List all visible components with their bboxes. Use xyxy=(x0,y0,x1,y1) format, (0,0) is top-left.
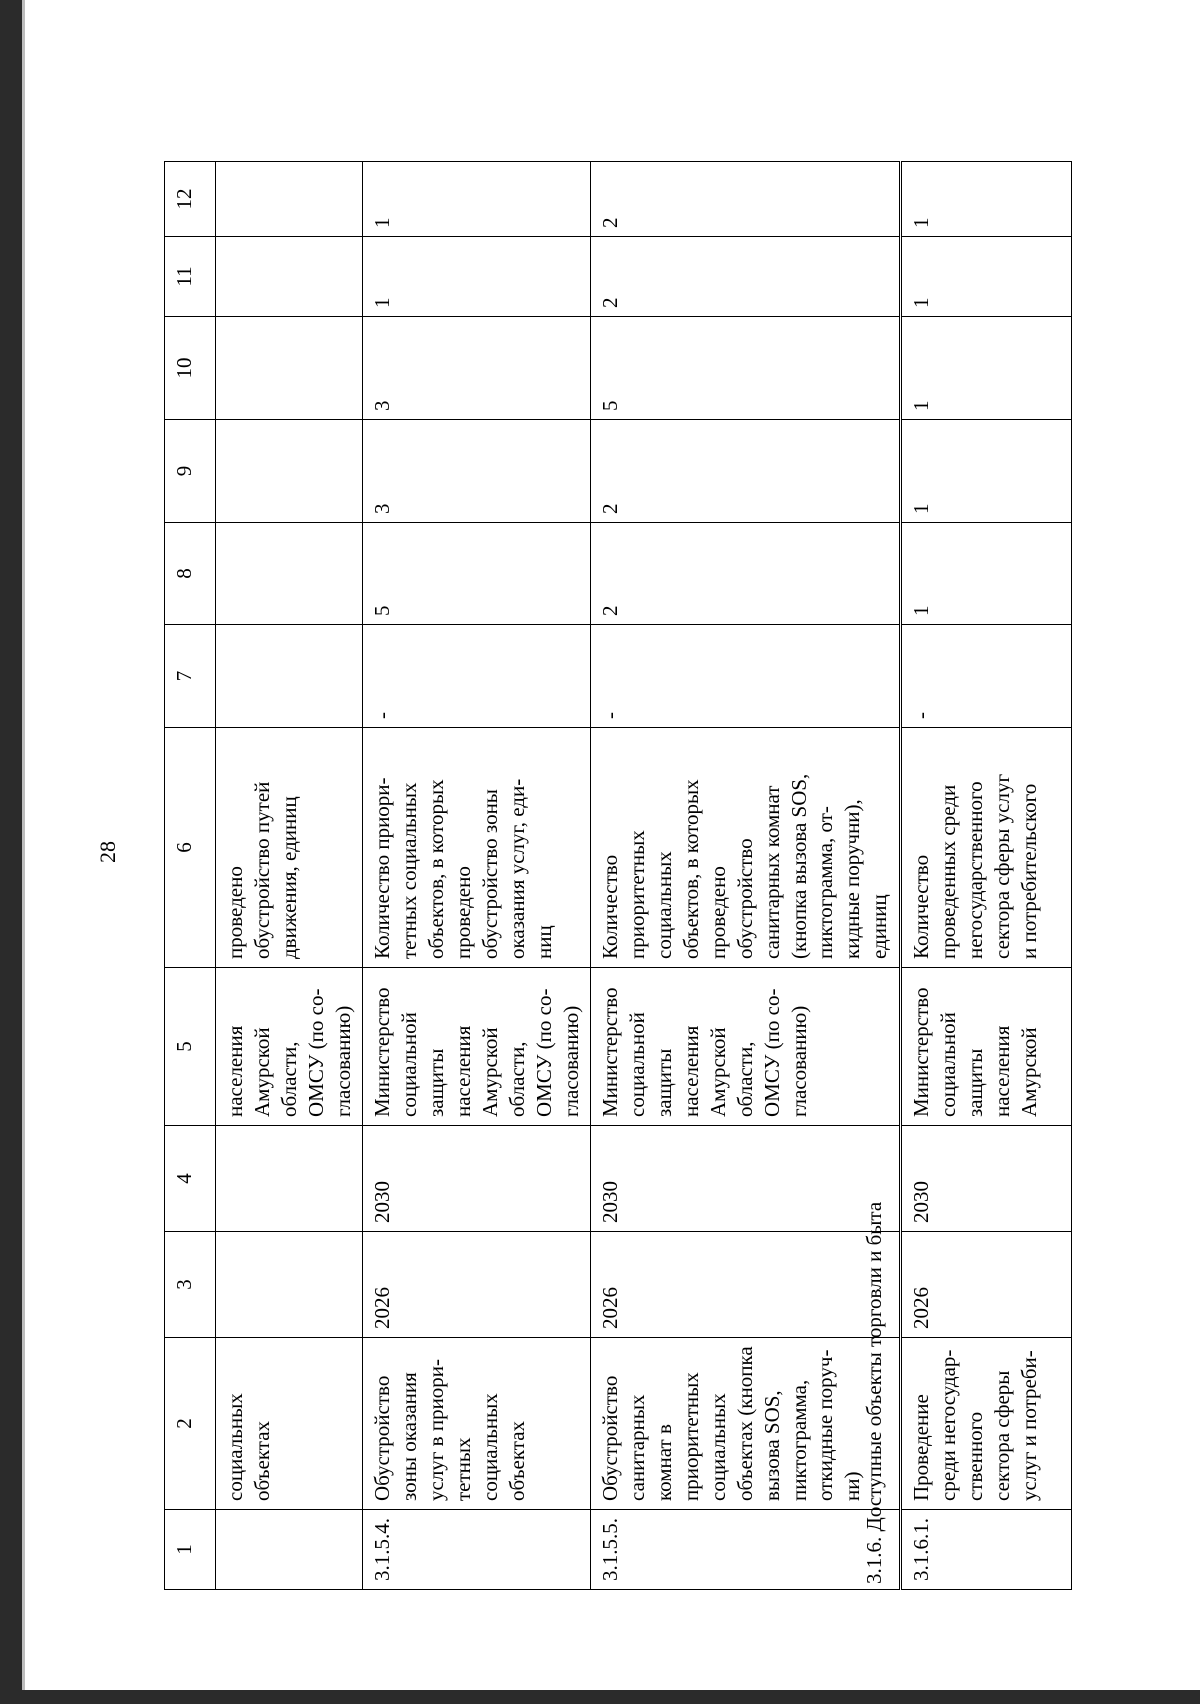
header-cell: 9 xyxy=(165,420,216,523)
cell-value: 2 xyxy=(591,523,900,625)
rotated-table-sheet xyxy=(164,70,1124,1590)
header-row xyxy=(165,162,216,1590)
cell-value: - xyxy=(363,625,591,728)
cell-value: 1 xyxy=(902,420,1072,523)
cell-start-year: 2026 xyxy=(902,1232,1072,1338)
cell-value: - xyxy=(902,625,1072,728)
cell-indicator: проведено обустройство путей движения, единиц xyxy=(216,728,363,968)
cell-value xyxy=(216,162,363,237)
cell-indicator: Количество приоритетных социальных объектов, в которых проведено обустройство санитарных комнат (кнопка вызова SOS, пиктограмма, от- кидные поручни), единиц xyxy=(591,728,900,968)
cell-number: 3.1.5.4. xyxy=(363,1510,591,1590)
header-cell: 5 xyxy=(165,968,216,1126)
cell-end-year xyxy=(216,1126,363,1232)
header-cell: 2 xyxy=(165,1338,216,1510)
cell-indicator: Количество приори- тетных социальных объектов, в которых проведено обустройство зоны оказания услуг, еди- ниц xyxy=(363,728,591,968)
cell-number: 3.1.6.1. xyxy=(902,1510,1072,1590)
page-number: 28 xyxy=(95,841,120,863)
header-cell: 1 xyxy=(165,1510,216,1590)
cell-measure: Обустройство санитарных комнат в приоритетных социальных объектах (кнопка вызова SOS, пиктограмма, откидные поруч- ни) xyxy=(591,1338,900,1510)
cell-value: - xyxy=(591,625,900,728)
cell-measure: Обустройство зоны оказания услуг в приори- тетных социальных объектах xyxy=(363,1338,591,1510)
cell-executor: Министерство социальной защиты населения Амурской xyxy=(902,968,1072,1126)
cell-value: 3 xyxy=(363,420,591,523)
cell-value: 1 xyxy=(902,317,1072,420)
cell-executor: Министерство социальной защиты населения Амурской области, ОМСУ (по со- гласованию) xyxy=(591,968,900,1126)
header-cell: 11 xyxy=(165,237,216,317)
cell-value xyxy=(216,625,363,728)
cell-end-year: 2030 xyxy=(902,1126,1072,1232)
cell-value: 1 xyxy=(902,237,1072,317)
scan-edge-left xyxy=(0,0,22,1704)
header-cell: 12 xyxy=(165,162,216,237)
section-title: 3.1.6. Доступные объекты торговли и быта xyxy=(862,1201,886,1584)
table-row xyxy=(591,162,900,1590)
cell-value: 3 xyxy=(363,317,591,420)
header-cell: 10 xyxy=(165,317,216,420)
header-cell: 8 xyxy=(165,523,216,625)
cell-start-year: 2026 xyxy=(591,1232,900,1338)
cell-value: 2 xyxy=(591,162,900,237)
table-row xyxy=(363,162,591,1590)
cell-value: 2 xyxy=(591,237,900,317)
table-row xyxy=(902,162,1072,1590)
cell-value: 1 xyxy=(363,162,591,237)
cell-end-year: 2030 xyxy=(363,1126,591,1232)
cell-measure: социальных объектах xyxy=(216,1338,363,1510)
header-cell: 4 xyxy=(165,1126,216,1232)
scan-edge-bottom xyxy=(0,1690,1200,1704)
cell-number: 3.1.5.5. xyxy=(591,1510,900,1590)
cell-number xyxy=(216,1510,363,1590)
cell-value xyxy=(216,317,363,420)
cell-end-year: 2030 xyxy=(591,1126,900,1232)
cell-value xyxy=(216,523,363,625)
cell-start-year xyxy=(216,1232,363,1338)
header-cell: 6 xyxy=(165,728,216,968)
cell-executor: Министерство социальной защиты населения Амурской области, ОМСУ (по со- гласованию) xyxy=(363,968,591,1126)
cell-value: 1 xyxy=(902,523,1072,625)
cell-value: 1 xyxy=(363,237,591,317)
cell-executor: населения Амурской области, ОМСУ (по со- гласованию) xyxy=(216,968,363,1126)
measures-table-continued xyxy=(901,161,1072,1590)
measures-table xyxy=(164,161,900,1590)
header-cell: 3 xyxy=(165,1232,216,1338)
header-cell: 7 xyxy=(165,625,216,728)
cell-measure: Проведение среди негосудар- ственного сектора сферы услуг и потреби- xyxy=(902,1338,1072,1510)
cell-value: 5 xyxy=(591,317,900,420)
cell-indicator: Количество проведенных среди негосударственного сектора сферы услуг и потребительского xyxy=(902,728,1072,968)
cell-value: 1 xyxy=(902,162,1072,237)
cell-start-year: 2026 xyxy=(363,1232,591,1338)
cell-value xyxy=(216,420,363,523)
cell-value xyxy=(216,237,363,317)
cell-value: 5 xyxy=(363,523,591,625)
table-row xyxy=(216,162,363,1590)
cell-value: 2 xyxy=(591,420,900,523)
